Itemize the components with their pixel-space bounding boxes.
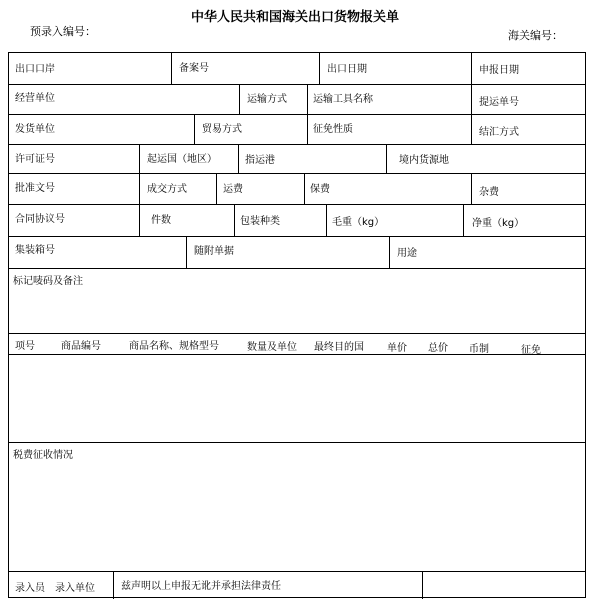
declaration-date-label: 申报日期 xyxy=(479,65,519,76)
entry-unit-label: 录入单位 xyxy=(55,583,95,594)
destination-country-header: 最终目的国 xyxy=(314,342,364,353)
insurance-label: 保费 xyxy=(310,184,330,195)
transport-mode-label: 运输方式 xyxy=(247,94,287,105)
transport-vehicle-label: 运输工具名称 xyxy=(313,94,373,105)
declaration-statement: 兹声明以上申报无讹并承担法律责任 xyxy=(121,581,281,592)
commodity-name-header: 商品名称、规格型号 xyxy=(129,341,219,352)
export-port-label: 出口口岸 xyxy=(15,64,55,75)
license-number-label: 许可证号 xyxy=(15,154,55,165)
preentry-number-label: 预录入编号： xyxy=(30,25,96,38)
record-number-label: 备案号 xyxy=(179,63,209,74)
container-number-label: 集装箱号 xyxy=(15,245,55,256)
customs-number-label: 海关编号： xyxy=(508,29,563,42)
consignor-label: 发货单位 xyxy=(15,124,55,135)
settlement-method-label: 结汇方式 xyxy=(479,127,519,138)
trade-mode-label: 贸易方式 xyxy=(202,124,242,135)
operating-unit-label: 经营单位 xyxy=(15,93,55,104)
gross-weight-label: 毛重（kg） xyxy=(332,217,385,228)
net-weight-label: 净重（kg） xyxy=(472,218,525,229)
item-number-header: 项号 xyxy=(15,341,35,352)
marks-remarks-label: 标记唛码及备注 xyxy=(13,276,83,287)
exemption-header: 征免 xyxy=(521,345,541,356)
bill-of-lading-label: 提运单号 xyxy=(479,97,519,108)
form-title: 中华人民共和国海关出口货物报关单 xyxy=(190,10,399,25)
export-date-label: 出口日期 xyxy=(327,64,367,75)
pieces-label: 件数 xyxy=(151,215,171,226)
destination-port-label: 指运港 xyxy=(245,155,275,166)
misc-fees-label: 杂费 xyxy=(479,187,499,198)
approval-number-label: 批准文号 xyxy=(15,183,55,194)
tax-collection-label: 税费征收情况 xyxy=(13,450,73,461)
origin-country-label: 起运国（地区） xyxy=(147,154,217,165)
attached-documents-label: 随附单据 xyxy=(194,246,234,257)
packaging-type-label: 包装种类 xyxy=(240,216,280,227)
entry-staff-label: 录入员 xyxy=(15,583,45,594)
currency-header: 币制 xyxy=(469,344,489,355)
purpose-label: 用途 xyxy=(397,248,417,259)
declaration-form xyxy=(8,52,586,598)
total-price-header: 总价 xyxy=(428,343,448,354)
quantity-unit-header: 数量及单位 xyxy=(247,342,297,353)
commodity-code-header: 商品编号 xyxy=(61,341,101,352)
freight-label: 运费 xyxy=(223,184,243,195)
unit-price-header: 单价 xyxy=(387,343,407,354)
exemption-nature-label: 征免性质 xyxy=(313,124,353,135)
transaction-mode-label: 成交方式 xyxy=(147,184,187,195)
contract-number-label: 合同协议号 xyxy=(15,214,65,225)
domestic-source-label: 境内货源地 xyxy=(399,155,449,166)
